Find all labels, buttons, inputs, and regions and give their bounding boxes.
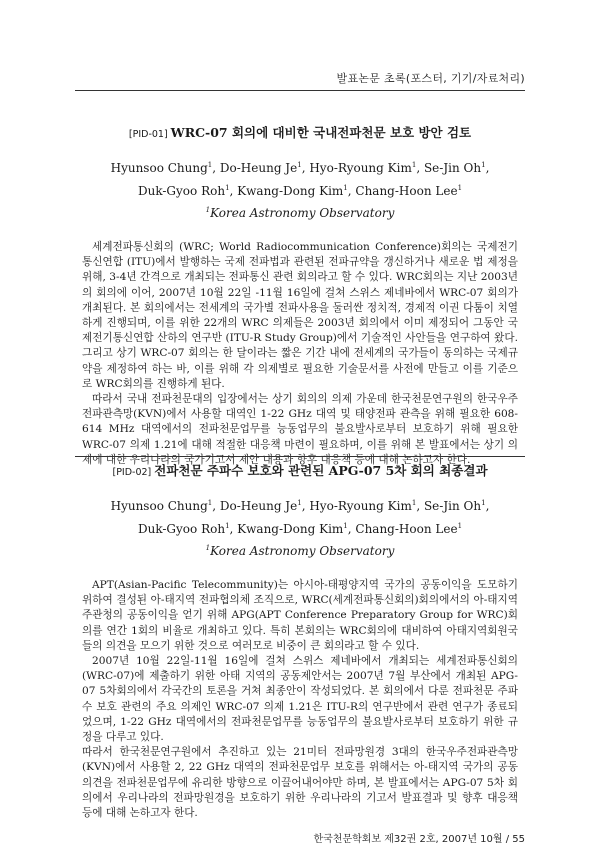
author: Hyo-Ryoung Kim xyxy=(309,161,412,175)
abstract-title xyxy=(82,123,518,141)
author: Hyunsoo Chung xyxy=(110,499,208,513)
author: Se-Jin Oh xyxy=(423,499,482,513)
author: Duk-Gyoo Roh xyxy=(137,522,226,536)
pid-label: [PID-01] xyxy=(128,129,168,140)
author-list xyxy=(82,155,518,201)
affiliation: $^1$Korea Astronomy Observatory xyxy=(205,206,395,220)
paragraph: 따라서 한국천문연구원에서 추진하고 있는 21미터 전파망원경 3대의 한국우주전파관측망(KVN)에서 사용할 2, 22 GHz 대역의 전파천문업무 보호를 위해서는 아-태지역 국가의 공동의견을 전파천문업무에 유리한 방향으로 이끌어내어야만 하며, 본 발표에서는 APG-07 5차 회의에서 우리나라의 전파망원경을 보호하기 위한 우리나라의 기고서 발표결과 및 향후 대응책 등에 대해 논하고자 한다. xyxy=(82,746,518,820)
abstract-body xyxy=(82,240,518,468)
author-line: Hyunsoo Chung$^1$, Do-Heung Je$^1$, Hyo-Ryoung Kim$^1$, Se-Jin Oh$^1$, xyxy=(110,161,490,175)
author: Do-Heung Je xyxy=(219,161,298,175)
author: Kwang-Dong Kim xyxy=(237,184,344,198)
author: Do-Heung Je xyxy=(219,499,298,513)
author: Hyo-Ryoung Kim xyxy=(309,499,412,513)
pid-label: [PID-02] xyxy=(112,467,152,478)
author: Chang-Hoon Lee xyxy=(355,522,458,536)
section-separator xyxy=(75,456,525,457)
abstract-title xyxy=(82,461,518,479)
author-line: Hyunsoo Chung$^1$, Do-Heung Je$^1$, Hyo-Ryoung Kim$^1$, Se-Jin Oh$^1$, xyxy=(110,499,490,513)
author-line: Duk-Gyoo Roh$^1$, Kwang-Dong Kim$^1$, Chang-Hoon Lee$^1$ xyxy=(137,184,463,198)
page-footer: 한국천문학회보 제32권 2호, 2007년 10월 / 55 xyxy=(313,834,525,845)
paragraph: 2007년 10월 22일-11월 16일에 걸쳐 스위스 제네바에서 개최되는 세계전파통신회의(WRC-07)에 제출하기 위한 아태 지역의 공동제안서는 2007년 7월 부산에서 개최된 APG-07 5차회의에서 각국간의 토론을 거쳐 최종안이 작성되었다. 본 회의에서 다룬 전파천문 주파수 보호 관련의 주요 의제인 WRC-07 의제 1.21은 ITU-R의 연구반에서 관련 연구가 종료되었으며, 1-22 GHz 대역에서의 전파천문업무를 능동업무의 불요발사로부터 보호하기 위한 규정을 다루고 있다. xyxy=(82,655,518,744)
author-list xyxy=(82,493,518,539)
paragraph: APT(Asian-Pacific Telecommunity)는 아시아-태평양지역 국가의 공동이익을 도모하기 위하여 결성된 아-태지역 전파협의체 조직으로, WRC(세계전파통신회의)회의에서의 아-태지역 주관청의 공동이익을 얻기 위해 APG(APT Conference Preparatory Group for WRC)회의를 연간 1회의 비율로 개최하고 있다. 특히 본회의는 WRC회의에 대비하여 아태지역회원국들의 의견을 모으기 위한 것으로 여러모로 비중이 큰 회의라고 할 수 있다. xyxy=(82,579,518,652)
author-line: Duk-Gyoo Roh$^1$, Kwang-Dong Kim$^1$, Chang-Hoon Lee$^1$ xyxy=(137,522,463,536)
title-text: 전파천문 주파수 보호와 관련된 APG-07 5차 회의 최종결과 xyxy=(154,463,488,478)
author: Kwang-Dong Kim xyxy=(237,522,344,536)
author: Chang-Hoon Lee xyxy=(355,184,458,198)
author: Se-Jin Oh xyxy=(423,161,482,175)
affiliation: $^1$Korea Astronomy Observatory xyxy=(205,544,395,558)
abstract-pid-01 xyxy=(82,123,518,468)
abstract-body xyxy=(82,578,518,821)
title-text: WRC-07 회의에 대비한 국내전파천문 보호 방안 검토 xyxy=(170,125,472,140)
paragraph: 따라서 국내 전파천문대의 입장에서는 상기 회의의 의제 가운데 한국천문연구원의 한국우주전파관측망(KVN)에서 사용할 대역인 1-22 GHz 대역 및 태양전파 관측을 위해 필요한 608-614 MHz 대역에서의 전파천문업무를 능동업무의 불요발사로부터 보호하기 위해 필요한 WRC-07 의제 1.21에 대해 적절한 대응책 마련이 필요하며, 이를 위해 본 발표에서는 상기 의제에 대한 우리나라의 국가기고서 제안 내용과 향후 대응책 등에 대해 논하고자 한다. xyxy=(82,393,518,466)
paragraph: 세계전파통신회의 (WRC; World Radiocommunication Conference)회의는 국제전기통신연합 (ITU)에서 발행하는 국제 전파법과 관련된 전파규약을 갱신하거나 새로운 법 제정을 위해, 3-4년 간격으로 개최되는 전파통신 관련 회의라고 할 수 있다. WRC회의는 지난 2003년의 회의에 이어, 2007년 10월 22일 -11월 16일에 걸쳐 스위스 제네바에서 WRC-07 회의가 개최된다. 본 회의에서는 전세계의 국가별 전파사용을 둘러싼 정치적, 경제적 이권 다툼이 치열하게 진행되며, 이를 위한 22개의 WRC 의제들은 2003년 회의에서 이미 제정되어 그동안 국제전기통신연합 산하의 연구반 (ITU-R Study Group)에서 기술적인 사안들을 연구하여 왔다. 그리고 상기 WRC-07 회의는 한 달이라는 짧은 기간 내에 전세계의 국가들이 동의하는 국제규약을 제정하여 하는 바, 이를 위해 각 의제별로 필요한 기술문서를 사전에 만들고 이를 기준으로 WRC회의를 진행하게 된다. xyxy=(82,241,518,390)
header-rule xyxy=(75,90,525,91)
author: Duk-Gyoo Roh xyxy=(137,184,226,198)
running-head: 발표논문 초록(포스터, 기기/자료처리) xyxy=(336,72,525,85)
author: Hyunsoo Chung xyxy=(110,161,208,175)
abstract-pid-02 xyxy=(82,461,518,821)
